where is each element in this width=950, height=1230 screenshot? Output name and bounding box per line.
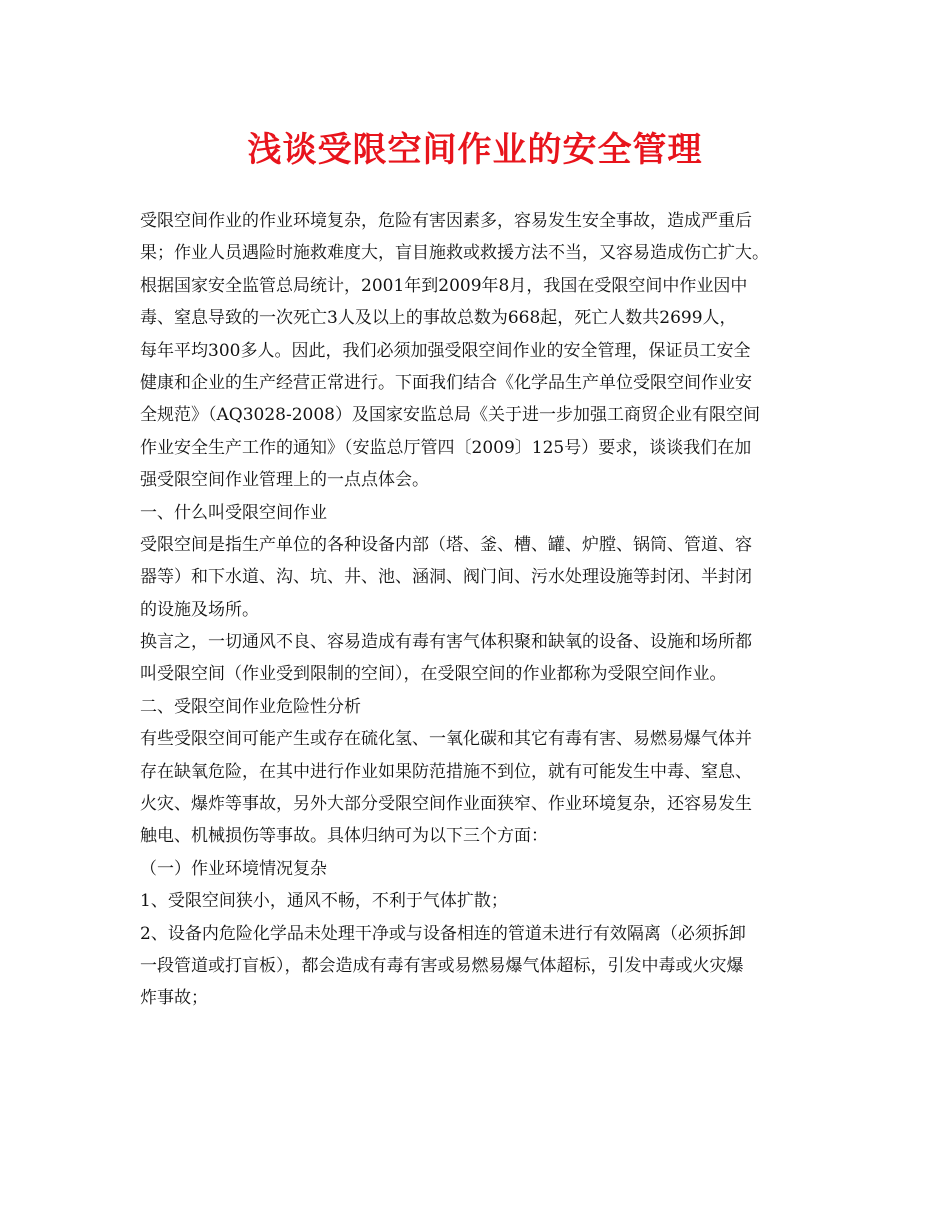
body-line: 一、什么叫受限空间作业	[140, 502, 327, 523]
body-line: 健康和企业的生产经营正常进行。下面我们结合《化学品生产单位受限空间作业安	[140, 372, 752, 393]
body-line: 换言之，一切通风不良、容易造成有毒有害气体积聚和缺氧的设备、设施和场所都	[140, 632, 752, 653]
body-line: 1、受限空间狭小，通风不畅，不利于气体扩散；	[140, 891, 508, 912]
body-line: 强受限空间作业管理上的一点点体会。	[140, 470, 429, 491]
body-line: 2、设备内危险化学品未处理干净或与设备相连的管道未进行有效隔离（必须拆卸	[140, 923, 746, 944]
body-line: 有些受限空间可能产生或存在硫化氢、一氧化碳和其它有毒有害、易燃易爆气体并	[140, 729, 752, 750]
body-line: 一段管道或打盲板），都会造成有毒有害或易燃易爆气体超标，引发中毒或火灾爆	[140, 955, 744, 976]
document-body	[140, 205, 830, 1015]
body-line: 触电、机械损伤等事故。具体归纳可为以下三个方面：	[140, 826, 548, 847]
body-line: 每年平均300多人。因此，我们必须加强受限空间作业的安全管理，保证员工安全	[140, 340, 751, 361]
body-line: 作业安全生产工作的通知》（安监总厅管四〔2009〕125号）要求，谈谈我们在加	[140, 437, 752, 458]
body-line: 受限空间是指生产单位的各种设备内部（塔、釜、槽、罐、炉膛、锅筒、管道、容	[140, 534, 752, 555]
body-line: 二、受限空间作业危险性分析	[140, 696, 361, 717]
document-title: 浅谈受限空间作业的安全管理	[247, 130, 703, 170]
body-line: 果；作业人员遇险时施救难度大，盲目施救或救援方法不当，又容易造成伤亡扩大。	[140, 243, 769, 264]
body-line: 火灾、爆炸等事故，另外大部分受限空间作业面狭窄、作业环境复杂，还容易发生	[140, 794, 752, 815]
body-line: 根据国家安全监管总局统计，2001年到2009年8月，我国在受限空间中作业因中	[140, 275, 748, 296]
body-line: 毒、窒息导致的一次死亡3人及以上的事故总数为668起，死亡人数共2699人，	[140, 308, 737, 329]
body-line: 炸事故；	[140, 988, 208, 1009]
body-line: 存在缺氧危险，在其中进行作业如果防范措施不到位，就有可能发生中毒、窒息、	[140, 761, 752, 782]
body-line: 叫受限空间（作业受到限制的空间），在受限空间的作业都称为受限空间作业。	[140, 664, 727, 685]
body-line: 受限空间作业的作业环境复杂，危险有害因素多，容易发生安全事故，造成严重后	[140, 211, 752, 231]
body-line: （一）作业环境情况复杂	[140, 858, 327, 879]
body-line: 器等）和下水道、沟、坑、井、池、涵洞、阀门间、污水处理设施等封闭、半封闭	[140, 567, 752, 588]
body-line: 的设施及场所。	[140, 599, 259, 620]
body-line: 全规范》（AQ3028-2008）及国家安监总局《关于进一步加强工商贸企业有限空间	[140, 405, 760, 426]
